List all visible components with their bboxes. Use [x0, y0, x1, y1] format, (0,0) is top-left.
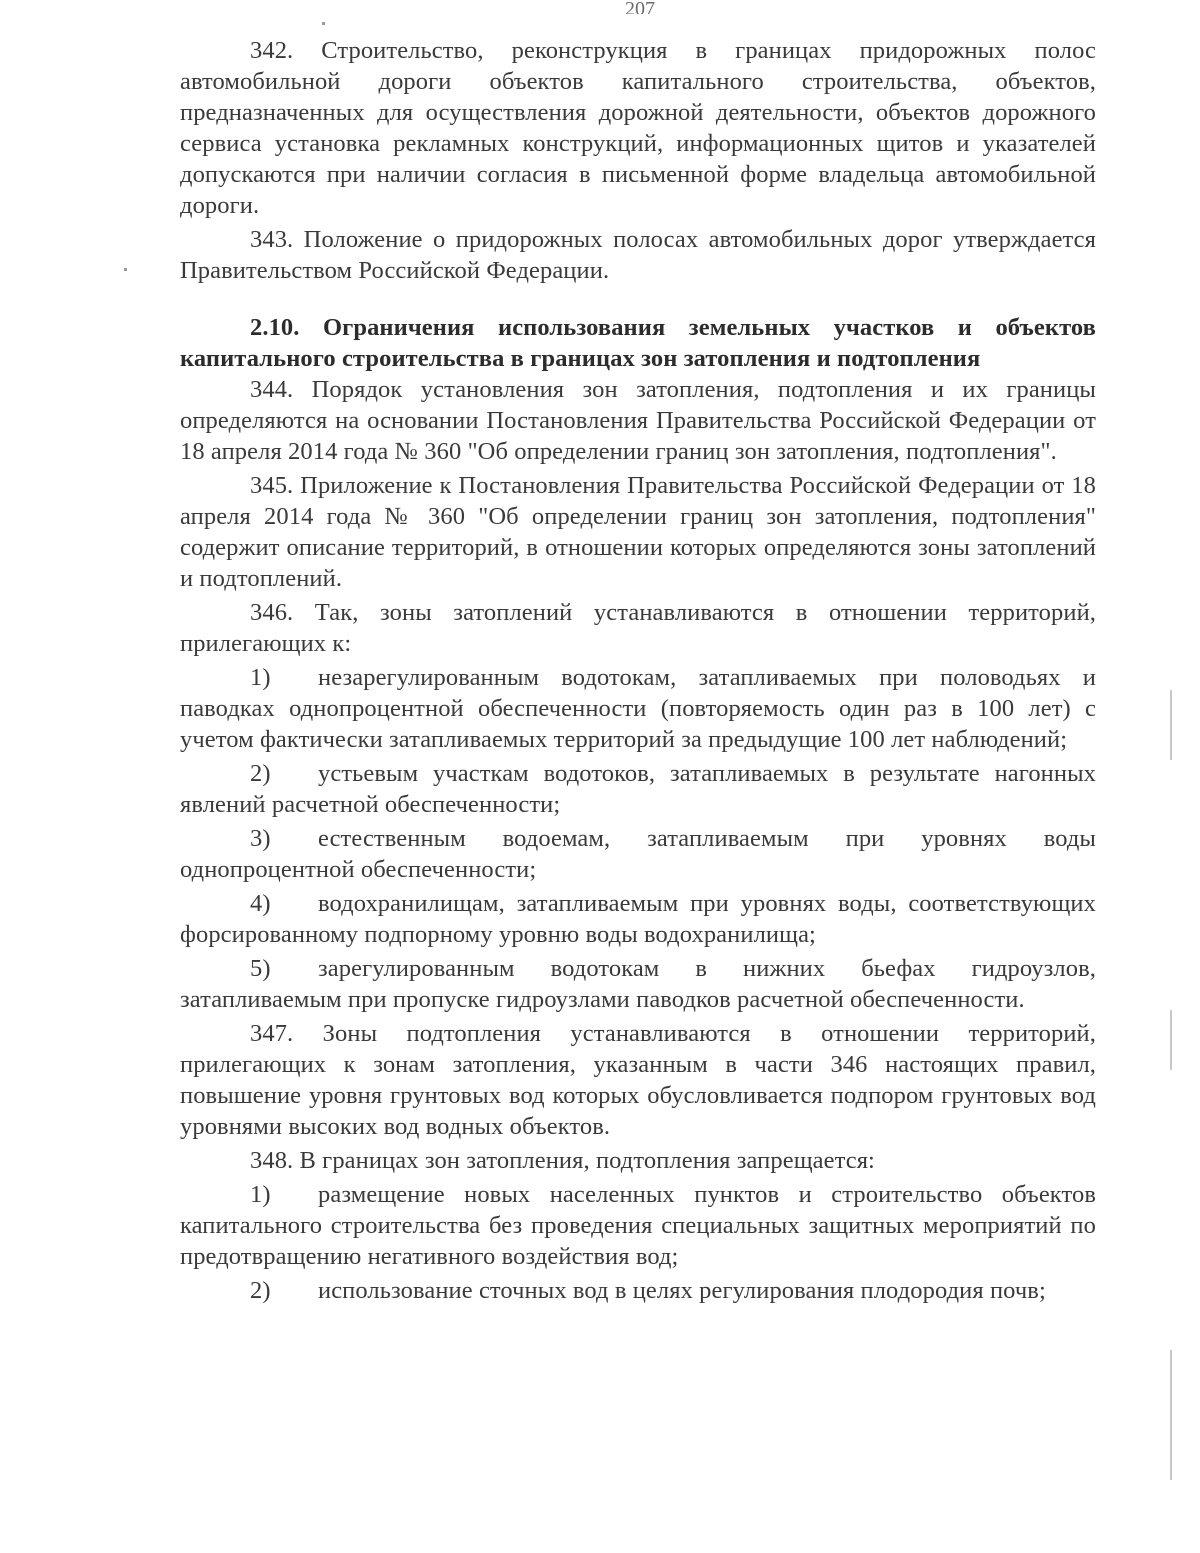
- scan-margin-mark: [1170, 1010, 1172, 1070]
- list-item: [180, 953, 1096, 1015]
- list-item: [180, 888, 1096, 950]
- scan-margin-mark: [1170, 690, 1172, 760]
- list-item: [180, 662, 1096, 755]
- list-item-text: незарегулированным водотокам, затапливаемых при половодьях и паводках однопроцентной обеспеченности (повторяемость один раз в 100 лет) с учетом фактически затапливаемых территорий за предыдущие 100 лет наблюдений;: [180, 664, 1096, 753]
- list-marker: 2): [250, 1277, 271, 1304]
- list-item-text: естественным водоемам, затапливаемым при уровнях воды однопроцентной обеспеченности;: [180, 825, 1096, 883]
- list-item-text: использование сточных вод в целях регулирования плодородия почв;: [318, 1277, 1046, 1304]
- paragraph-343: 343. Положение о придорожных полосах автомобильных дорог утверждается Правительством Российской Федерации.: [180, 226, 1096, 284]
- list-item: [180, 758, 1096, 820]
- list-item: [180, 1275, 1096, 1306]
- scan-margin-mark: [1170, 1350, 1172, 1480]
- paragraph-346: 346. Так, зоны затоплений устанавливаются в отношении территорий, прилегающих к:: [180, 599, 1096, 657]
- list-item-text: размещение новых населенных пунктов и строительство объектов капитального строительства без проведения специальных защитных мероприятий по предотвращению негативного воздействия вод;: [180, 1181, 1096, 1270]
- list-item-text: устьевым участкам водотоков, затапливаемых в результате нагонных явлений расчетной обеспеченности;: [180, 760, 1096, 818]
- list-marker: 3): [250, 825, 271, 852]
- list-marker: 1): [250, 664, 271, 691]
- list-marker: 1): [250, 1181, 271, 1208]
- section-heading-2-10: 2.10. Ограничения использования земельных участков и объектов капитального строительства в границах зон затопления и подтопления: [180, 314, 1096, 372]
- paragraph-344: 344. Порядок установления зон затопления, подтопления и их границы определяются на основании Постановления Правительства Российской Федерации от 18 апреля 2014 года № 360 "Об определении границ зон затопления, подтопления".: [180, 376, 1096, 465]
- paragraph-347: 347. Зоны подтопления устанавливаются в отношении территорий, прилегающих к зонам затопления, указанным в части 346 настоящих правил, повышение уровня грунтовых вод которых обусловливается подпором грунтовых вод уровнями высоких вод водных объектов.: [180, 1020, 1096, 1140]
- paragraph-345: 345. Приложение к Постановления Правительства Российской Федерации от 18 апреля 2014 года № 360 "Об определении границ зон затопления, подтопления" содержит описание территорий, в отношении которых определяются зоны затоплений и подтоплений.: [180, 472, 1096, 592]
- document-body: [180, 35, 1096, 1306]
- page-number: 207: [625, 0, 655, 14]
- list-item: [180, 1179, 1096, 1272]
- scan-speck: [322, 22, 325, 25]
- paragraph-342: 342. Строительство, реконструкция в границах придорожных полос автомобильной дороги объектов капитального строительства, объектов, предназначенных для осуществления дорожной деятельности, объектов дорожного сервиса установка рекламных конструкций, информационных щитов и указателей допускаются при наличии согласия в письменной форме владельца автомобильной дороги.: [180, 37, 1096, 219]
- list-item-text: зарегулированным водотокам в нижних бьефах гидроузлов, затапливаемым при пропуске гидроузлами паводков расчетной обеспеченности.: [180, 955, 1096, 1013]
- list-348: [180, 1179, 1096, 1306]
- list-marker: 5): [250, 955, 271, 982]
- list-346: [180, 662, 1096, 1015]
- list-marker: 2): [250, 760, 271, 787]
- list-item: [180, 823, 1096, 885]
- paragraph-348: 348. В границах зон затопления, подтопления запрещается:: [250, 1147, 875, 1174]
- list-item-text: водохранилищам, затапливаемым при уровнях воды, соответствующих форсированному подпорному уровню воды водохранилища;: [180, 890, 1096, 948]
- scan-speck: [124, 268, 127, 271]
- list-marker: 4): [250, 890, 271, 917]
